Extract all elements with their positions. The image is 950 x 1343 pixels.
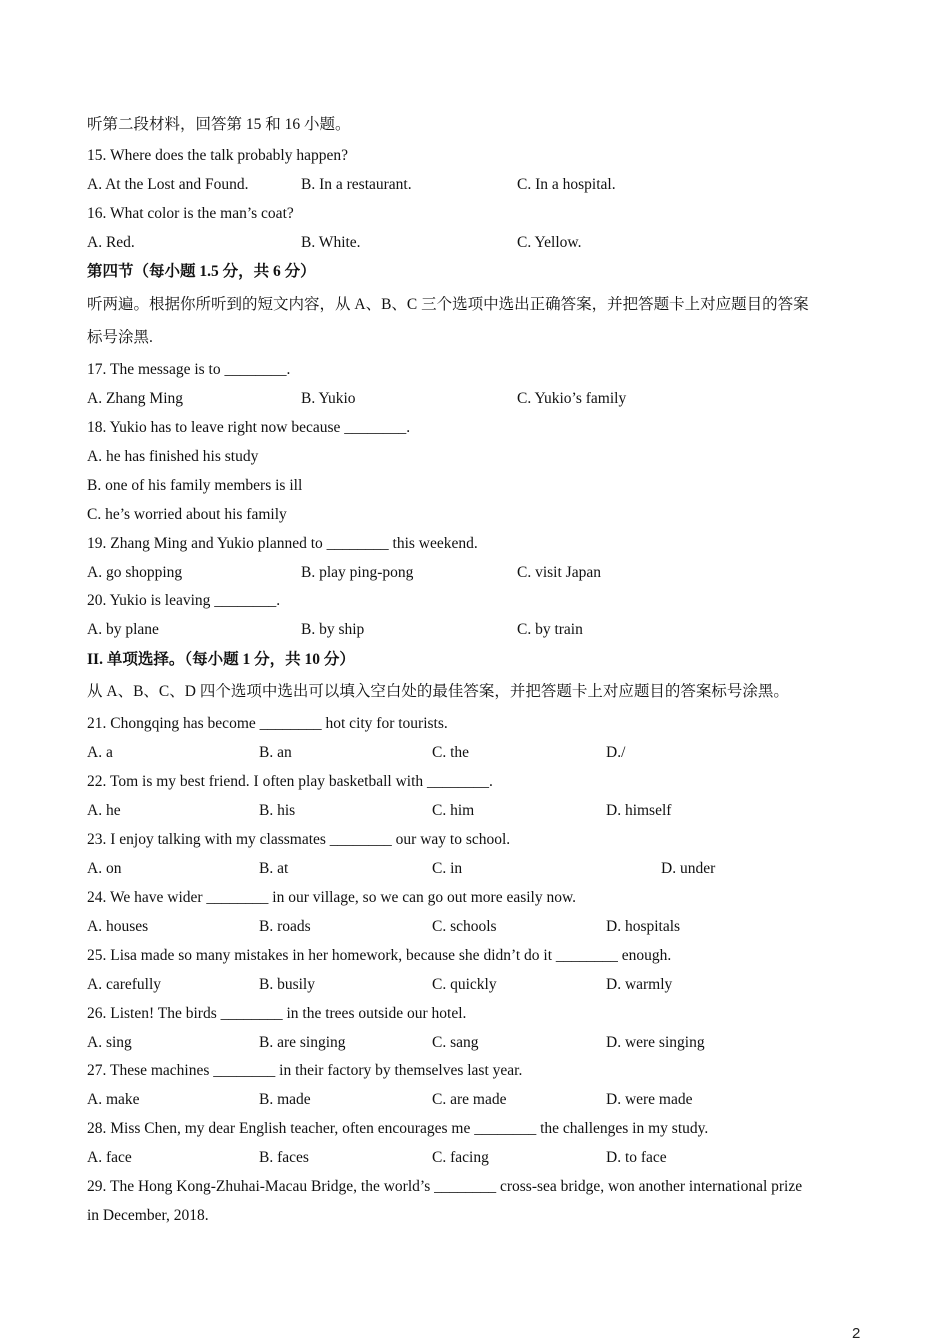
q17-stem: 17. The message is to ________. (87, 361, 291, 378)
page-number: 2 (852, 1325, 861, 1342)
q18-option-a: A. he has finished his study (87, 448, 259, 465)
q18-option-c: C. he’s worried about his family (87, 506, 287, 523)
q19-option-b: B. play ping-pong (301, 564, 414, 581)
q21-option-d: D./ (606, 744, 626, 761)
q26-option-b: B. are singing (259, 1034, 346, 1051)
q24-option-a: A. houses (87, 918, 149, 935)
q16-stem: 16. What color is the man’s coat? (87, 205, 294, 222)
part2-intro: 听第二段材料，回答第 15 和 16 小题。 (87, 116, 351, 133)
q15-option-c: C. In a hospital. (517, 176, 616, 193)
q25-options (0, 975, 950, 995)
q23-option-c: C. in (432, 860, 463, 877)
q25-option-b: B. busily (259, 976, 315, 993)
section4-instructions-line1: 听两遍。根据你所听到的短文内容，从 A、B、C 三个选项中选出正确答案，并把答题卡上对应题目的答案 (87, 296, 809, 313)
q26-option-a: A. sing (87, 1034, 132, 1051)
q24-options (0, 917, 950, 937)
q20-option-c: C. by train (517, 621, 583, 638)
q20-options (0, 620, 950, 640)
q18-stem: 18. Yukio has to leave right now because ________. (87, 419, 411, 436)
q28-option-a: A. face (87, 1149, 132, 1166)
q22-option-d: D. himself (606, 802, 672, 819)
q19-option-a: A. go shopping (87, 564, 183, 581)
q23-stem: 23. I enjoy talking with my classmates ________ our way to school. (87, 831, 511, 848)
q21-stem: 21. Chongqing has become ________ hot city for tourists. (87, 715, 448, 732)
q25-stem: 25. Lisa made so many mistakes in her homework, because she didn’t do it ________ enough. (87, 947, 672, 964)
q25-option-c: C. quickly (432, 976, 497, 993)
q26-option-c: C. sang (432, 1034, 479, 1051)
q28-stem: 28. Miss Chen, my dear English teacher, often encourages me ________ the challenges in my study. (87, 1120, 709, 1137)
q23-option-b: B. at (259, 860, 289, 877)
q16-options (0, 233, 950, 253)
q28-options (0, 1148, 950, 1168)
section4-heading: 第四节（每小题 1.5 分，共 6 分） (87, 263, 316, 280)
q24-option-c: C. schools (432, 918, 497, 935)
part2-heading: II. 单项选择。（每小题 1 分，共 10 分） (87, 651, 355, 668)
q17-option-c: C. Yukio’s family (517, 390, 627, 407)
q26-stem: 26. Listen! The birds ________ in the trees outside our hotel. (87, 1005, 467, 1022)
q17-option-b: B. Yukio (301, 390, 356, 407)
q19-options (0, 563, 950, 583)
q17-option-a: A. Zhang Ming (87, 390, 184, 407)
q21-option-c: C. the (432, 744, 470, 761)
q20-stem: 20. Yukio is leaving ________. (87, 592, 281, 609)
q25-option-d: D. warmly (606, 976, 673, 993)
q28-option-b: B. faces (259, 1149, 309, 1166)
q28-option-c: C. facing (432, 1149, 489, 1166)
q16-option-a: A. Red. (87, 234, 135, 251)
q24-option-b: B. roads (259, 918, 311, 935)
q15-options (0, 175, 950, 195)
q24-option-d: D. hospitals (606, 918, 681, 935)
q15-option-b: B. In a restaurant. (301, 176, 412, 193)
q28-option-d: D. to face (606, 1149, 667, 1166)
q20-option-b: B. by ship (301, 621, 365, 638)
q17-options (0, 389, 950, 409)
q29-stem-line2: in December, 2018. (87, 1207, 209, 1224)
q29-stem-line1: 29. The Hong Kong-Zhuhai-Macau Bridge, the world’s ________ cross-sea bridge, won another international prize (87, 1178, 803, 1195)
q27-option-a: A. make (87, 1091, 140, 1108)
q27-option-d: D. were made (606, 1091, 693, 1108)
q22-option-c: C. him (432, 802, 475, 819)
part2-instructions: 从 A、B、C、D 四个选项中选出可以填入空白处的最佳答案，并把答题卡上对应题目的答案标号涂黑。 (87, 683, 789, 700)
q27-options (0, 1090, 950, 1110)
q27-option-b: B. made (259, 1091, 311, 1108)
q15-option-a: A. At the Lost and Found. (87, 176, 249, 193)
q23-option-d: D. under (661, 860, 716, 877)
q23-options (0, 859, 950, 879)
q21-option-a: A. a (87, 744, 113, 761)
q19-stem: 19. Zhang Ming and Yukio planned to ________ this weekend. (87, 535, 478, 552)
q15-stem: 15. Where does the talk probably happen? (87, 147, 348, 164)
q22-option-b: B. his (259, 802, 296, 819)
q16-option-c: C. Yellow. (517, 234, 582, 251)
q21-options (0, 743, 950, 763)
q27-option-c: C. are made (432, 1091, 507, 1108)
q16-option-b: B. White. (301, 234, 361, 251)
q19-option-c: C. visit Japan (517, 564, 601, 581)
q22-stem: 22. Tom is my best friend. I often play basketball with ________. (87, 773, 493, 790)
section4-instructions-line2: 标号涂黑. (87, 329, 153, 346)
q22-option-a: A. he (87, 802, 121, 819)
q24-stem: 24. We have wider ________ in our village, so we can go out more easily now. (87, 889, 577, 906)
q20-option-a: A. by plane (87, 621, 159, 638)
q22-options (0, 801, 950, 821)
q25-option-a: A. carefully (87, 976, 162, 993)
q23-option-a: A. on (87, 860, 122, 877)
q26-options (0, 1033, 950, 1053)
q21-option-b: B. an (259, 744, 292, 761)
q27-stem: 27. These machines ________ in their factory by themselves last year. (87, 1062, 523, 1079)
q18-option-b: B. one of his family members is ill (87, 477, 303, 494)
q26-option-d: D. were singing (606, 1034, 705, 1051)
